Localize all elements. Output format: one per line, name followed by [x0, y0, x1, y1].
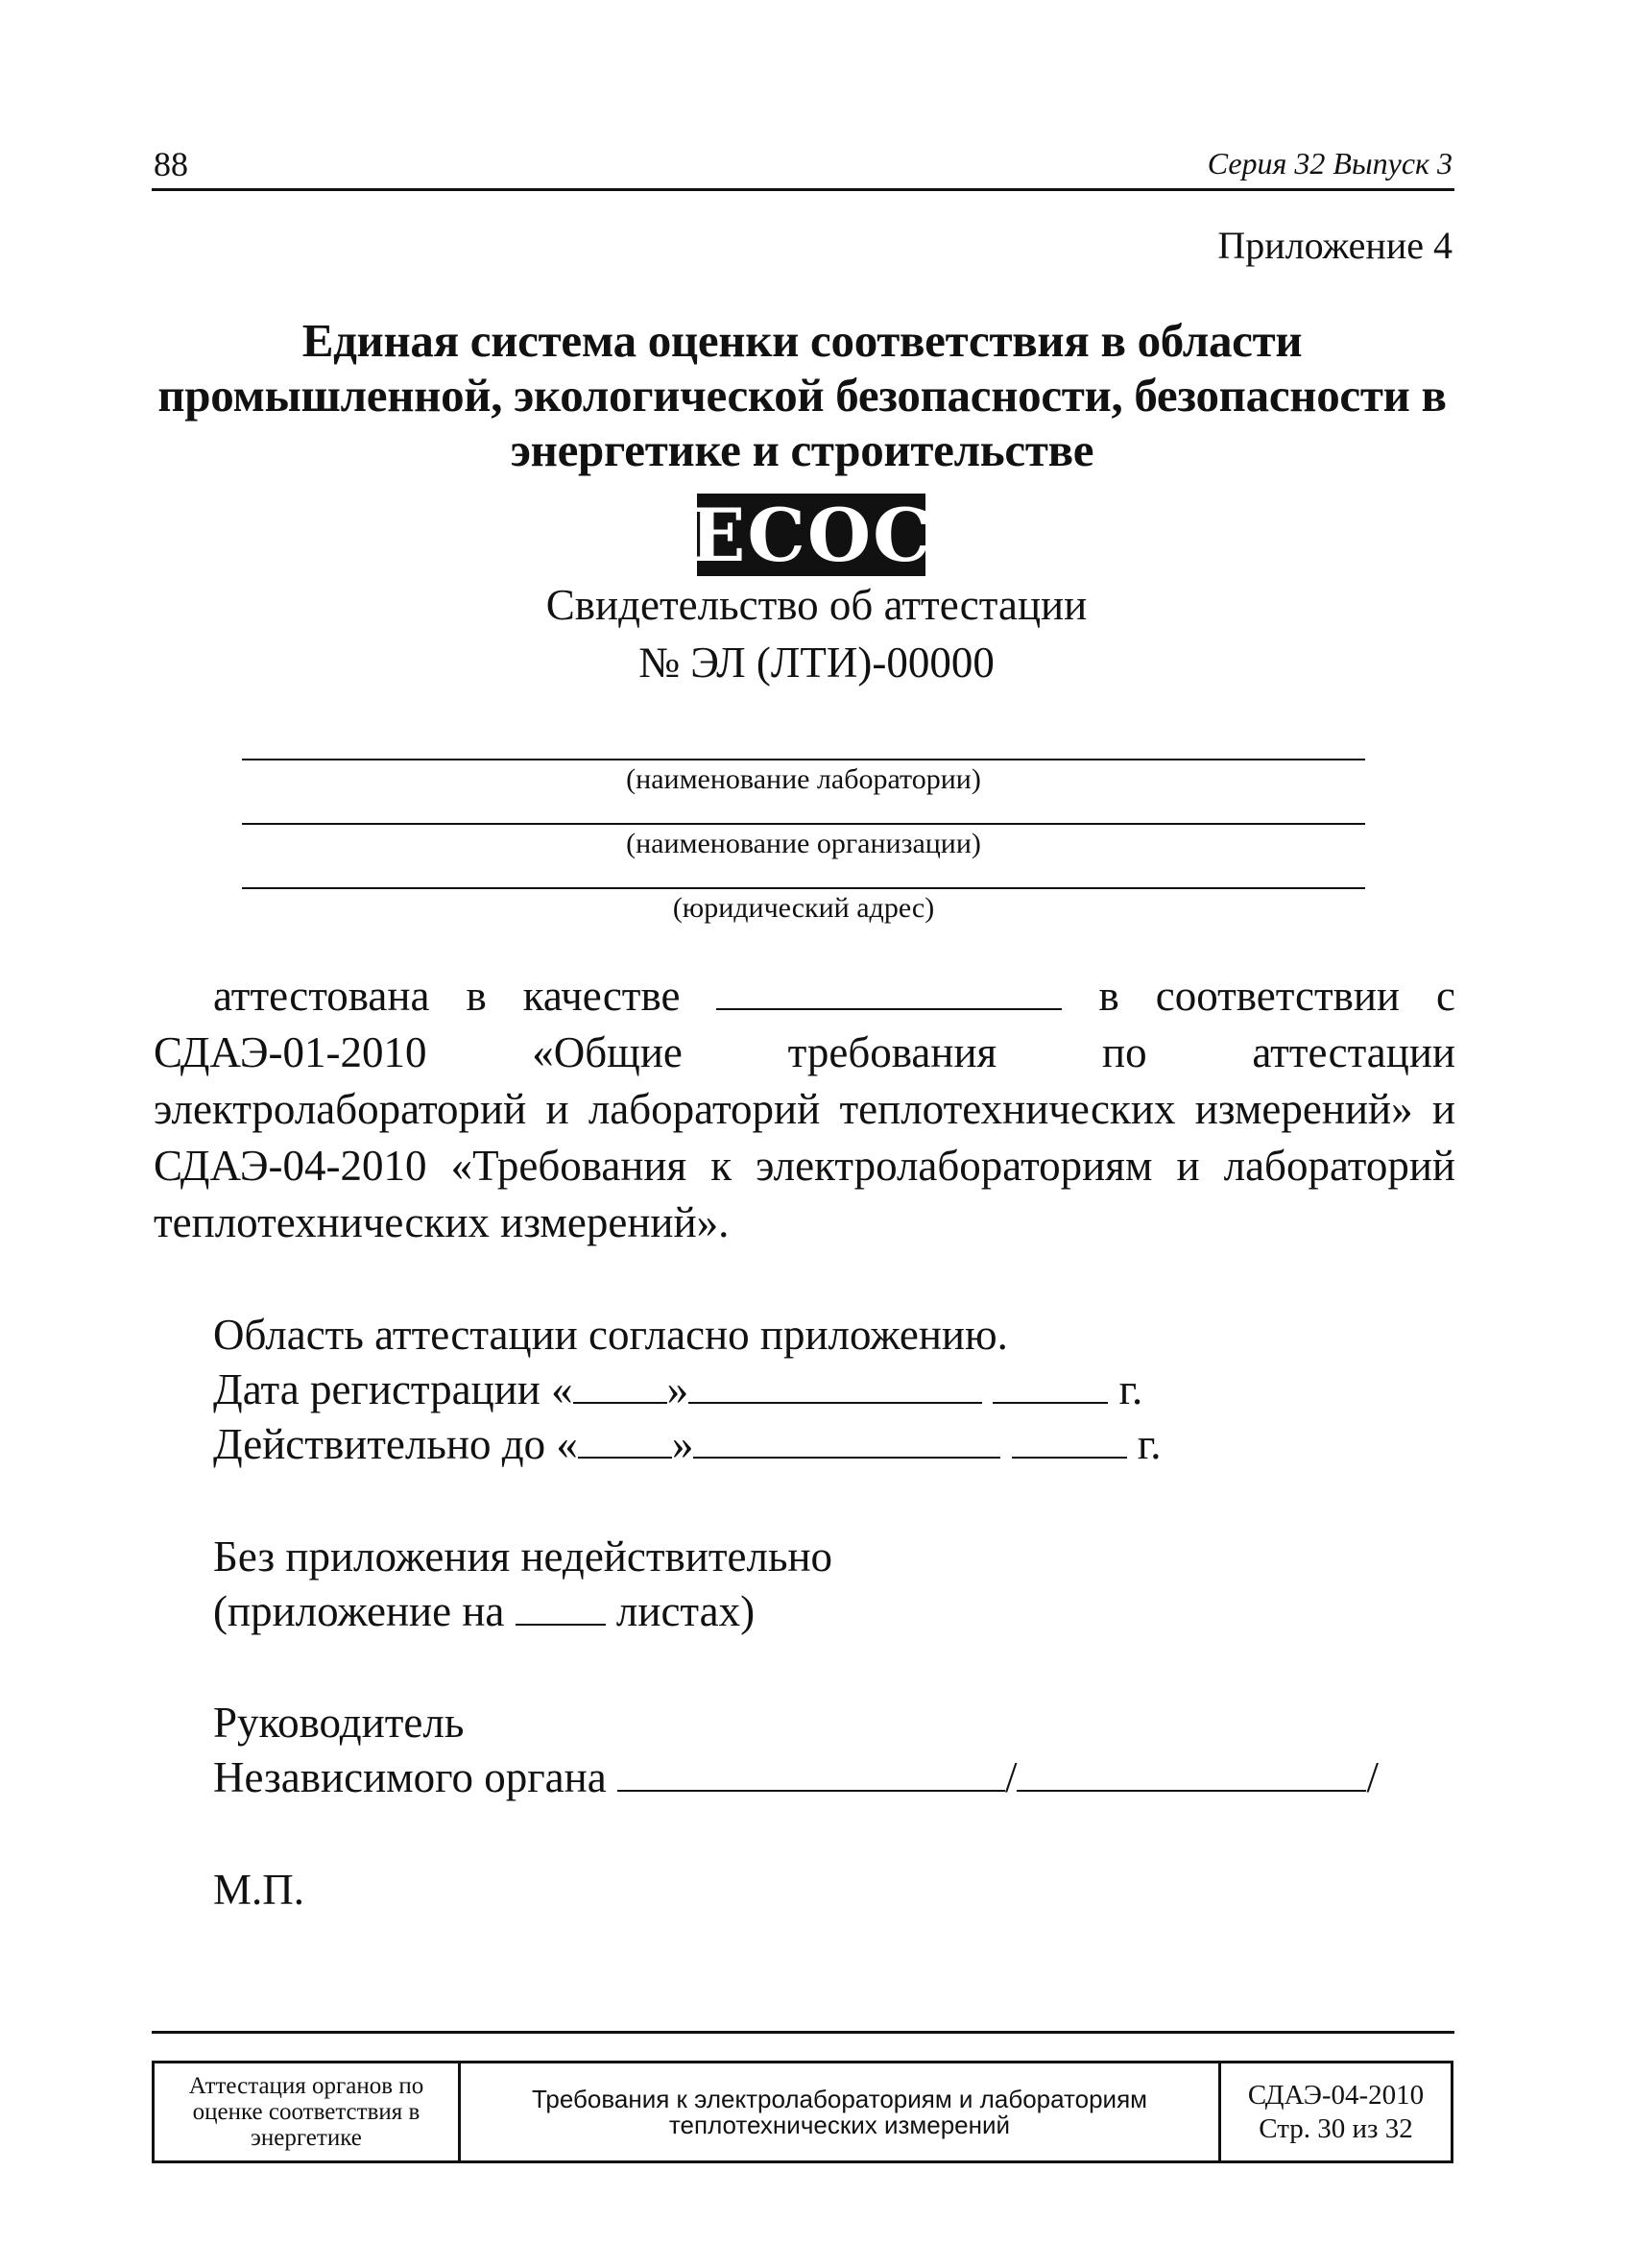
body-label: Независимого органа: [213, 1753, 607, 1801]
attach-open: (приложение на: [213, 1587, 505, 1635]
org-name-caption: (наименование организации): [626, 828, 981, 859]
footer-left-cell: Аттестация органов по оценке соответствия в энергетике: [155, 2063, 461, 2160]
footer-table: [152, 2061, 1453, 2163]
body-part-2: в соответствии с СДАЭ-01-2010 «Общие требования по аттестации электролабораторий и лабораторий теплотехнических измерений» и СДАЭ-04-2010 «Требования к электролабораториям и лабораторий теплотехнических измерений».: [154, 972, 1456, 1246]
esos-logo: ЕСОС: [689, 492, 933, 578]
appendix-label: Приложение 4: [1217, 224, 1453, 267]
org-name-line: [242, 823, 1365, 825]
certificate-title: Свидетельство об аттестации: [545, 581, 1088, 629]
invalid-note: Без приложения недействительно: [213, 1532, 833, 1580]
document-title: [144, 313, 1460, 477]
title-line-3: энергетике и строительстве: [510, 423, 1094, 476]
sheets-count-blank: [516, 1585, 606, 1626]
registration-date-line: [213, 1363, 1142, 1416]
series-label: Серия 32 Выпуск 3: [1207, 146, 1453, 181]
certification-paragraph: [154, 968, 1455, 1251]
certificate-heading: [0, 576, 1633, 691]
signature-blank: [617, 1751, 1005, 1792]
attach-close: листах): [615, 1587, 756, 1635]
qualification-blank: [716, 970, 1062, 1010]
signature-slash-1: /: [1004, 1753, 1018, 1801]
footer-rule: [152, 2031, 1454, 2034]
address-line: [242, 887, 1365, 889]
name-blank: [1017, 1751, 1366, 1792]
reg-date-label: Дата регистрации «: [213, 1365, 573, 1413]
footer-doc-code: СДАЭ-04-2010: [1247, 2079, 1425, 2111]
stamp-label: М.П.: [213, 1866, 305, 1914]
signature-line: [213, 1750, 1379, 1804]
page-number: 88: [154, 145, 188, 183]
body-part-1: аттестована в качестве: [213, 972, 681, 1020]
footer-page-indicator: Стр. 30 из 32: [1259, 2112, 1413, 2144]
reg-year-suffix: г.: [1118, 1365, 1143, 1413]
reg-quote-close: »: [666, 1365, 689, 1413]
valid-month-blank: [693, 1418, 1000, 1459]
header-rule: [152, 188, 1454, 191]
valid-day-blank: [578, 1418, 672, 1459]
reg-month-blank: [688, 1363, 982, 1404]
valid-quote-close: »: [671, 1420, 694, 1468]
reg-day-blank: [573, 1363, 667, 1404]
address-caption: (юридический адрес): [672, 892, 935, 924]
footer-right-cell: [1221, 2063, 1451, 2160]
head-label: Руководитель: [213, 1699, 465, 1747]
certificate-number: № ЭЛ (ЛТИ)-00000: [638, 639, 995, 687]
signature-slash-2: /: [1366, 1753, 1379, 1801]
valid-year-suffix: г.: [1137, 1420, 1162, 1468]
valid-until-label: Действительно до «: [213, 1420, 578, 1468]
footer-middle-cell: Требования к электролабораториям и лабораториям теплотехнических измерений: [461, 2063, 1221, 2160]
title-line-2: промышленной, экологической безопасности, безопасности в: [157, 369, 1447, 422]
valid-until-line: [213, 1417, 1162, 1471]
scope-line: Область аттестации согласно приложению.: [213, 1311, 1008, 1359]
attachment-line: [213, 1584, 755, 1638]
reg-year-blank: [993, 1363, 1108, 1404]
lab-name-caption: (наименование лаборатории): [626, 763, 981, 795]
valid-year-blank: [1012, 1418, 1127, 1459]
title-line-1: Единая система оценки соответствия в области: [301, 314, 1303, 367]
lab-name-line: [242, 759, 1365, 760]
